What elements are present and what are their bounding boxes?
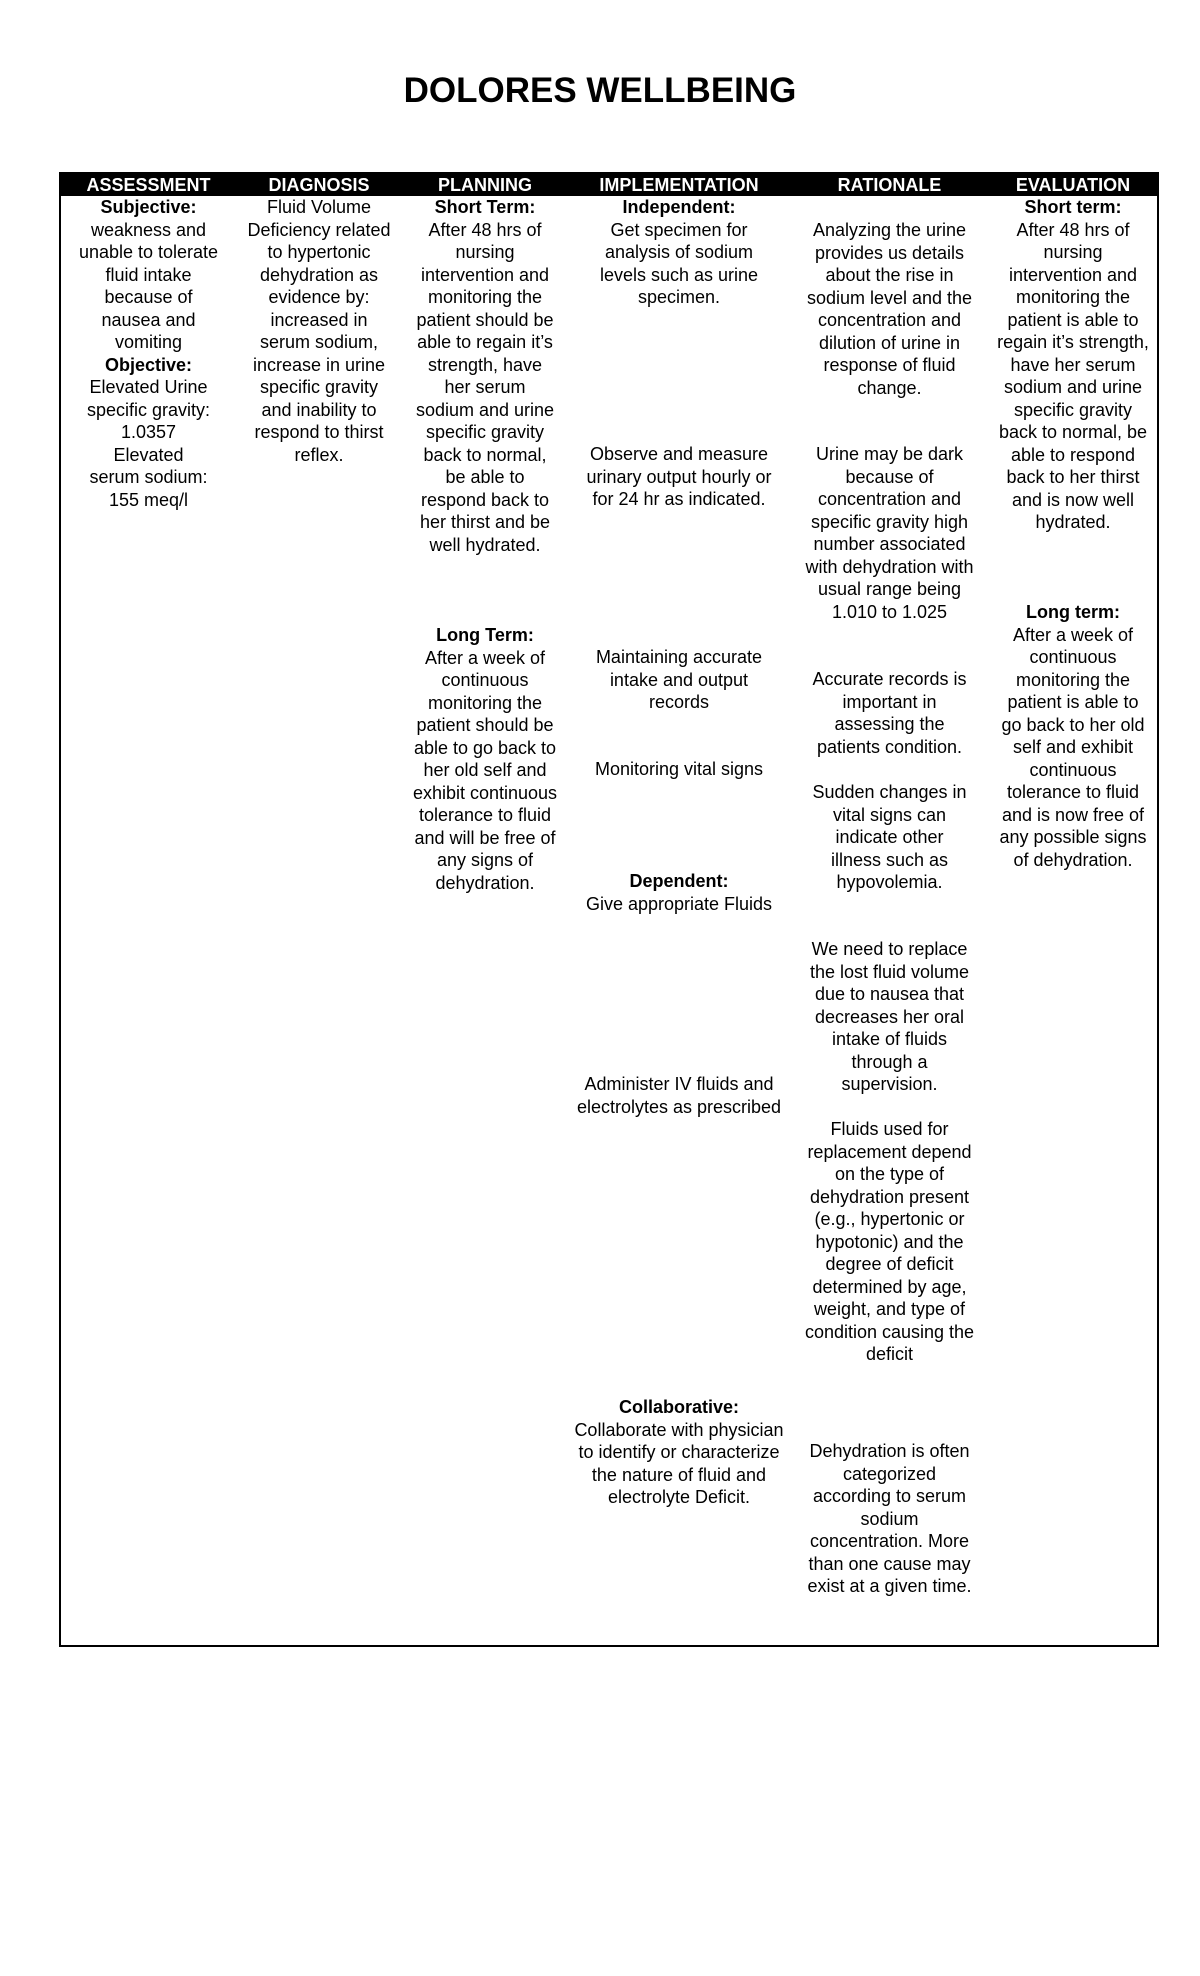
- collaborative-label: Collaborative:: [618, 1397, 740, 1417]
- objective-urine-gravity: Elevated Urine specific gravity: 1.0357: [86, 377, 211, 442]
- table-header-row: [61, 174, 1157, 196]
- rationale-1: [790, 219, 989, 399]
- diagnosis-cell: [236, 196, 402, 466]
- planning-short-term-text: After 48 hrs of nursing intervention and monitoring the patient should be able to regain it’s strength, have her serum sodium and urine specific gravity back to normal, be able to respond back to her thirst and be well hydrated.: [415, 219, 555, 555]
- nursing-care-plan-table: [59, 172, 1159, 1647]
- implementation-item-fluids: Give appropriate Fluids: [585, 893, 773, 914]
- dependent-label: Dependent:: [629, 871, 729, 891]
- evaluation-short-term-text: After 48 hrs of nursing intervention and monitoring the patient is able to regain it’s strength, have her serum sodium and urine specific gravity back to normal, be able to respond back to her thirst and is now well hydrated.: [997, 219, 1149, 532]
- header-planning: PLANNING: [438, 175, 532, 195]
- evaluation-short-term: [989, 196, 1157, 534]
- implementation-item-collaborate: Collaborate with physician to identify or characterize the nature of fluid and electrolyte Deficit.: [574, 1419, 784, 1507]
- subjective-label: Subjective:: [100, 197, 197, 217]
- planning-short-term-label: Short Term:: [434, 197, 536, 217]
- assessment-cell: [61, 196, 236, 511]
- rationale-6: [790, 1118, 989, 1366]
- header-rationale: RATIONALE: [837, 175, 942, 195]
- header-evaluation: EVALUATION: [1015, 175, 1131, 195]
- rationale-3: [790, 668, 989, 758]
- evaluation-long-term-label: Long term:: [1026, 602, 1120, 622]
- implementation-iv: [568, 1073, 790, 1118]
- rationale-text-urine-analysis: Analyzing the urine provides us details about the rise in sodium level and the concentration and dilution of urine in response of fluid change.: [806, 220, 973, 398]
- rationale-text-urine-color: Urine may be dark because of concentration and specific gravity high number associated with dehydration with usual range being 1.010 to 1.025: [805, 444, 974, 622]
- rationale-text-fluid-types: Fluids used for replacement depend on the type of dehydration present (e.g., hypertonic or hypotonic) and the degree of deficit determined by age, weight, and type of condition causing the deficit: [804, 1119, 975, 1364]
- header-diagnosis: DIAGNOSIS: [268, 175, 370, 195]
- implementation-dependent: [568, 870, 790, 915]
- implementation-output: [568, 443, 790, 511]
- rationale-text-vitals: Sudden changes in vital signs can indicate other illness such as hypovolemia.: [812, 782, 967, 892]
- implementation-vitals: [568, 758, 790, 781]
- objective-label: Objective:: [104, 354, 193, 375]
- evaluation-short-term-label: Short term:: [1024, 197, 1122, 217]
- planning-short-term: [402, 196, 568, 556]
- rationale-5: [790, 938, 989, 1096]
- evaluation-long-term: [989, 601, 1157, 871]
- rationale-7: [790, 1440, 989, 1598]
- objective-serum-sodium: Elevated serum sodium: 155 meq/l: [89, 444, 208, 510]
- evaluation-long-term-text: After a week of continuous monitoring the patient is able to go back to her old self and exhibit continuous tolerance to fluid and is now free of any possible signs of dehydration.: [999, 624, 1147, 870]
- implementation-records: [568, 646, 790, 714]
- implementation-item-iv-fluids: Administer IV fluids and electrolytes as prescribed: [576, 1074, 782, 1117]
- planning-long-term: [402, 624, 568, 894]
- page-title: DOLORES WELLBEING: [403, 71, 797, 110]
- implementation-item-vital-signs: Monitoring vital signs: [594, 759, 764, 779]
- diagnosis-text: Fluid Volume Deficiency related to hypertonic dehydration as evidence by: increased in serum sodium, increase in urine specific gravity and inability to respond to thirst reflex.: [247, 197, 391, 465]
- implementation-independent: [568, 196, 790, 309]
- subjective-text: weakness and unable to tolerate fluid intake because of nausea and vomiting: [78, 219, 219, 352]
- implementation-collaborative: [568, 1396, 790, 1509]
- header-assessment: ASSESSMENT: [86, 175, 211, 195]
- rationale-text-fluid-replace: We need to replace the lost fluid volume due to nausea that decreases her oral intake of fluids through a supervision.: [809, 939, 970, 1094]
- rationale-text-records: Accurate records is important in assessing the patients condition.: [812, 669, 967, 757]
- rationale-2: [790, 443, 989, 623]
- header-implementation: IMPLEMENTATION: [599, 175, 759, 195]
- planning-long-term-label: Long Term:: [436, 625, 534, 645]
- planning-long-term-text: After a week of continuous monitoring the patient should be able to go back to her old self and exhibit continuous tolerance to fluid and will be free of any signs of dehydration.: [412, 647, 558, 893]
- implementation-item-records: Maintaining accurate intake and output records: [595, 647, 763, 712]
- rationale-text-dehydration: Dehydration is often categorized according to serum sodium concentration. More than one cause may exist at a given time.: [807, 1441, 972, 1596]
- implementation-item-urinary-output: Observe and measure urinary output hourly or for 24 hr as indicated.: [586, 444, 772, 509]
- rationale-4: [790, 781, 989, 894]
- implementation-item-specimen: Get specimen for analysis of sodium levels such as urine specimen.: [599, 219, 759, 307]
- independent-label: Independent:: [622, 197, 736, 217]
